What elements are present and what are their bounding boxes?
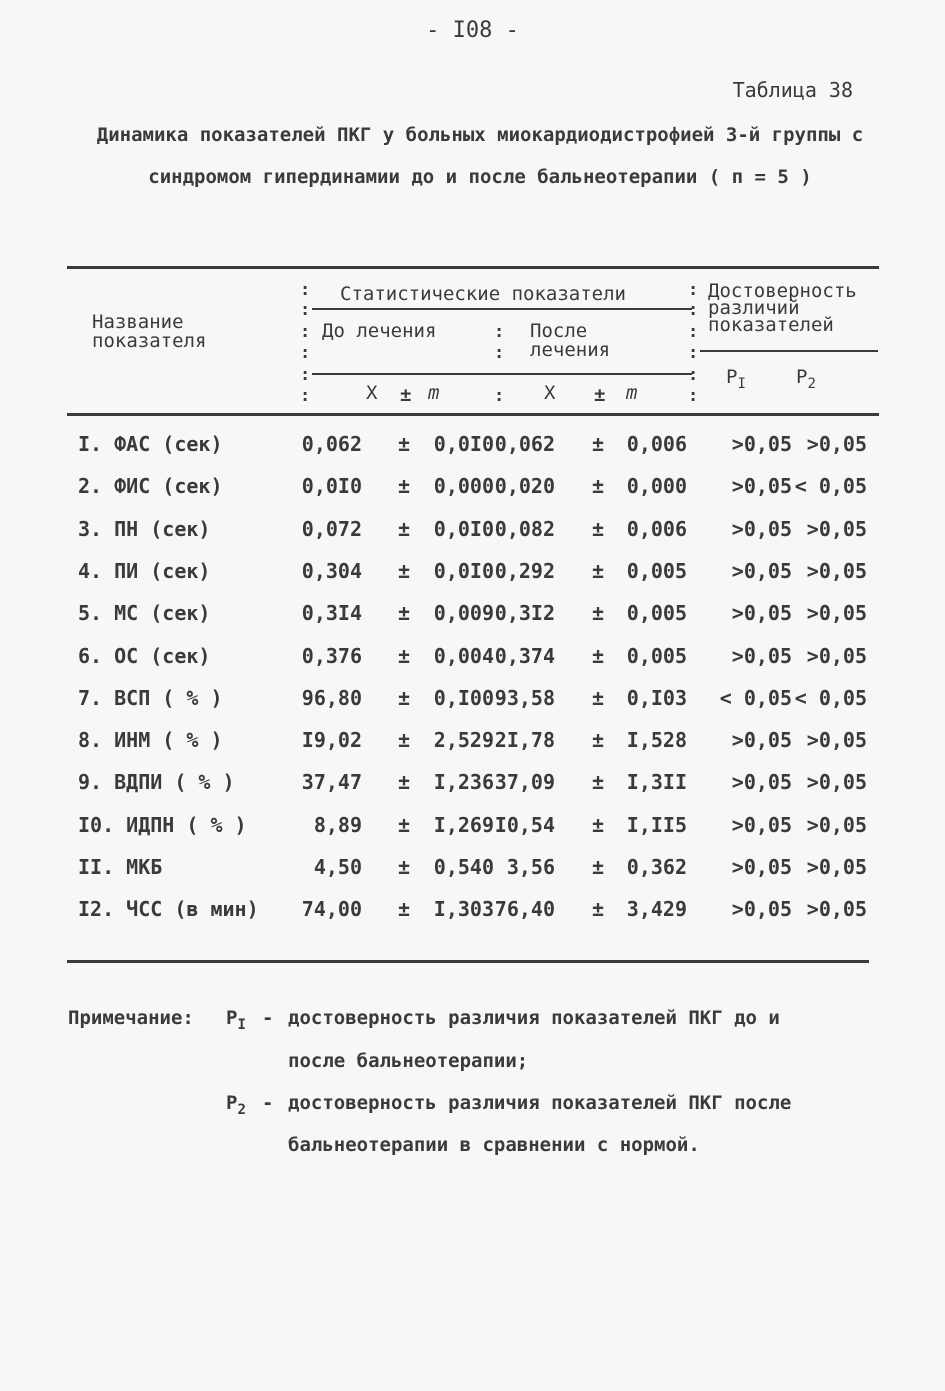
mean-before: 0,0I0	[301, 474, 362, 499]
mean-before: 96,80	[301, 685, 362, 710]
p1-value: >0,05	[731, 643, 792, 668]
plus-minus-before: ±	[398, 516, 411, 541]
plus-minus-after: ±	[592, 855, 605, 879]
mean-before: 8,89	[313, 812, 362, 837]
note-p2-dash: -	[262, 1092, 274, 1114]
row-name: II. МКБ	[78, 855, 163, 879]
p2-value: >0,05	[806, 897, 867, 922]
plus-minus-after: ±	[592, 474, 605, 499]
separator: :	[494, 322, 505, 342]
p2-value: >0,05	[806, 558, 867, 583]
row-name: 4. ПИ (сек)	[78, 558, 211, 583]
error-after: 3,429	[626, 897, 687, 922]
header-p1-letter: P	[726, 366, 738, 388]
p2-value: >0,05	[806, 855, 867, 879]
table-row	[0, 432, 945, 474]
plus-minus-before: ±	[398, 685, 411, 710]
table-row	[0, 601, 945, 643]
plus-minus-before: ±	[398, 855, 411, 879]
table-bottom-rule	[67, 960, 869, 963]
header-p2	[796, 368, 816, 394]
row-name: I0. ИДПН ( % )	[78, 812, 247, 837]
error-after: 0,362	[626, 855, 687, 879]
error-after: 0,005	[626, 643, 687, 668]
note-p1-line1: достоверность различия показателей ПКГ до и	[288, 1007, 780, 1029]
note-p1-dash: -	[262, 1007, 274, 1029]
table-top-rule	[67, 266, 879, 269]
separator: :	[494, 386, 505, 406]
header-after	[530, 322, 610, 360]
plus-minus-after: ±	[592, 643, 605, 668]
header-name-line1: Название	[92, 311, 184, 333]
header-stats: Статистические показатели	[340, 283, 626, 305]
table-row	[0, 517, 945, 559]
header-before: До лечения	[322, 320, 437, 342]
p2-value: >0,05	[806, 728, 867, 753]
note-p2	[226, 1092, 246, 1118]
p1-value: >0,05	[731, 770, 792, 795]
page-number: - I08 -	[426, 18, 519, 43]
header-p1-sub: I	[737, 375, 746, 392]
plus-minus-before: ±	[398, 558, 411, 583]
p1-value: >0,05	[731, 474, 792, 499]
error-after: 0,I03	[626, 685, 687, 710]
header-pm-before: ±	[400, 384, 412, 406]
p2-value: >0,05	[806, 516, 867, 541]
mean-after: 0,062	[494, 432, 555, 456]
mean-before: I9,02	[301, 728, 362, 753]
row-name: 3. ПН (сек)	[78, 516, 211, 541]
error-after: 0,006	[626, 432, 687, 456]
p2-value: < 0,05	[794, 685, 867, 710]
header-p2-sub: 2	[807, 375, 816, 392]
note-p1-line2: после бальнеотерапии;	[288, 1050, 529, 1072]
error-before: 0,I00	[433, 685, 494, 710]
p2-value: >0,05	[806, 432, 867, 456]
separator: :	[300, 322, 311, 342]
note-p1-sub: I	[237, 1016, 246, 1033]
table-row	[0, 855, 945, 897]
error-after: 0,006	[626, 516, 687, 541]
separator: :	[688, 322, 699, 342]
separator: :	[494, 343, 505, 363]
table-label: Таблица 38	[732, 78, 853, 102]
header-p2-letter: P	[796, 366, 808, 388]
row-name: 7. ВСП ( % )	[78, 685, 223, 710]
header-after-line2: лечения	[530, 339, 611, 361]
mean-before: 37,47	[301, 770, 362, 795]
mean-before: 0,304	[301, 558, 362, 583]
mean-after: 37,09	[494, 770, 555, 795]
error-before: I,303	[433, 897, 494, 922]
table-title: Динамика показателей ПКГ у больных миокардиодистрофией 3-й группы с синдромом гипердинамии до и после бальнеотерапии ( п = 5 )	[96, 124, 864, 188]
row-name: I2. ЧСС (в мин)	[78, 897, 259, 922]
error-before: 0,0I0	[433, 432, 494, 456]
p2-value: >0,05	[806, 643, 867, 668]
header-reliability-line1: Достоверность	[708, 280, 857, 302]
error-before: 0,540	[433, 855, 494, 879]
p1-value: < 0,05	[719, 685, 792, 710]
plus-minus-after: ±	[592, 601, 605, 626]
header-x-before: X	[366, 382, 378, 404]
mean-after: 76,40	[494, 897, 555, 922]
separator: :	[300, 280, 311, 300]
header-reliability-line3: показателей	[708, 314, 834, 336]
p2-value: >0,05	[806, 812, 867, 837]
mean-after: I0,54	[494, 812, 555, 837]
p1-value: >0,05	[731, 516, 792, 541]
error-before: 0,0I0	[433, 516, 494, 541]
error-before: 2,529	[433, 728, 494, 753]
plus-minus-before: ±	[398, 432, 411, 456]
table-row	[0, 897, 945, 939]
header-p1	[726, 368, 746, 394]
plus-minus-before: ±	[398, 728, 411, 753]
separator: :	[300, 343, 311, 363]
p2-value: >0,05	[806, 770, 867, 795]
error-before: 0,000	[433, 474, 494, 499]
p1-value: >0,05	[731, 558, 792, 583]
p1-value: >0,05	[731, 728, 792, 753]
p1-value: >0,05	[731, 812, 792, 837]
note-label: Примечание:	[68, 1007, 194, 1029]
table-row	[0, 728, 945, 770]
mean-after: 0,020	[494, 474, 555, 499]
error-before: I,269	[433, 812, 494, 837]
mean-before: 4,50	[313, 855, 362, 879]
mean-after: 93,58	[494, 685, 555, 710]
note-p1-letter: P	[226, 1007, 238, 1029]
p1-value: >0,05	[731, 432, 792, 456]
mean-before: 74,00	[301, 897, 362, 922]
mean-after: 0,374	[494, 643, 555, 668]
plus-minus-before: ±	[398, 770, 411, 795]
table-row	[0, 686, 945, 728]
header-after-line1: После	[530, 320, 588, 342]
p2-value: < 0,05	[794, 474, 867, 499]
plus-minus-after: ±	[592, 432, 605, 456]
plus-minus-after: ±	[592, 685, 605, 710]
p2-value: >0,05	[806, 601, 867, 626]
separator: :	[688, 280, 699, 300]
separator: :	[300, 300, 311, 320]
error-after: 0,000	[626, 474, 687, 499]
row-name: 5. МС (сек)	[78, 601, 211, 626]
note-p2-line1: достоверность различия показателей ПКГ после	[288, 1092, 792, 1114]
mean-before: 0,376	[301, 643, 362, 668]
note-p2-line2: бальнеотерапии в сравнении с нормой.	[288, 1134, 700, 1156]
separator: :	[688, 300, 699, 320]
separator: :	[688, 365, 699, 385]
header-m-before: m	[428, 382, 440, 404]
plus-minus-after: ±	[592, 728, 605, 753]
header-pm-after: ±	[594, 384, 606, 406]
mean-after: 0,3I2	[494, 601, 555, 626]
plus-minus-after: ±	[592, 770, 605, 795]
error-after: I,3II	[626, 770, 687, 795]
header-reliability-line2: различий	[708, 297, 800, 319]
table-row	[0, 770, 945, 812]
error-before: 0,004	[433, 643, 494, 668]
error-after: 0,005	[626, 558, 687, 583]
plus-minus-after: ±	[592, 897, 605, 922]
mean-before: 0,062	[301, 432, 362, 456]
mean-after: 3,56	[506, 855, 555, 879]
separator: :	[688, 386, 699, 406]
header-rule-reliability	[700, 350, 878, 352]
mean-before: 0,3I4	[301, 601, 362, 626]
row-name: 6. ОС (сек)	[78, 643, 211, 668]
p1-value: >0,05	[731, 897, 792, 922]
table-row	[0, 644, 945, 686]
header-name	[92, 313, 206, 351]
plus-minus-before: ±	[398, 643, 411, 668]
row-name: 8. ИНМ ( % )	[78, 728, 223, 753]
table-row	[0, 474, 945, 516]
mean-before: 0,072	[301, 516, 362, 541]
plus-minus-after: ±	[592, 812, 605, 837]
error-after: 0,005	[626, 601, 687, 626]
plus-minus-before: ±	[398, 474, 411, 499]
row-name: 9. ВДПИ ( % )	[78, 770, 235, 795]
mean-after: 0,292	[494, 558, 555, 583]
note-p2-letter: P	[226, 1092, 238, 1114]
plus-minus-before: ±	[398, 601, 411, 626]
error-after: I,II5	[626, 812, 687, 837]
separator: :	[300, 365, 311, 385]
header-x-after: X	[544, 382, 556, 404]
row-name: 2. ФИС (сек)	[78, 474, 223, 499]
note-p2-sub: 2	[237, 1101, 246, 1118]
header-m-after: m	[626, 382, 638, 404]
p1-value: >0,05	[731, 601, 792, 626]
error-before: 0,009	[433, 601, 494, 626]
error-before: I,236	[433, 770, 494, 795]
table-row	[0, 559, 945, 601]
mean-after: 2I,78	[494, 728, 555, 753]
table-row	[0, 813, 945, 855]
header-rule-stats	[312, 308, 692, 310]
header-name-line2: показателя	[92, 330, 207, 352]
error-before: 0,0I0	[433, 558, 494, 583]
plus-minus-after: ±	[592, 558, 605, 583]
note-p1	[226, 1007, 246, 1033]
row-name: I. ФАС (сек)	[78, 432, 223, 456]
header-rule-subcols	[312, 373, 692, 375]
plus-minus-before: ±	[398, 812, 411, 837]
p1-value: >0,05	[731, 855, 792, 879]
plus-minus-after: ±	[592, 516, 605, 541]
header-bottom-rule	[67, 413, 879, 416]
header-reliability	[708, 280, 857, 336]
error-after: I,528	[626, 728, 687, 753]
separator: :	[688, 343, 699, 363]
separator: :	[300, 386, 311, 406]
mean-after: 0,082	[494, 516, 555, 541]
plus-minus-before: ±	[398, 897, 411, 922]
